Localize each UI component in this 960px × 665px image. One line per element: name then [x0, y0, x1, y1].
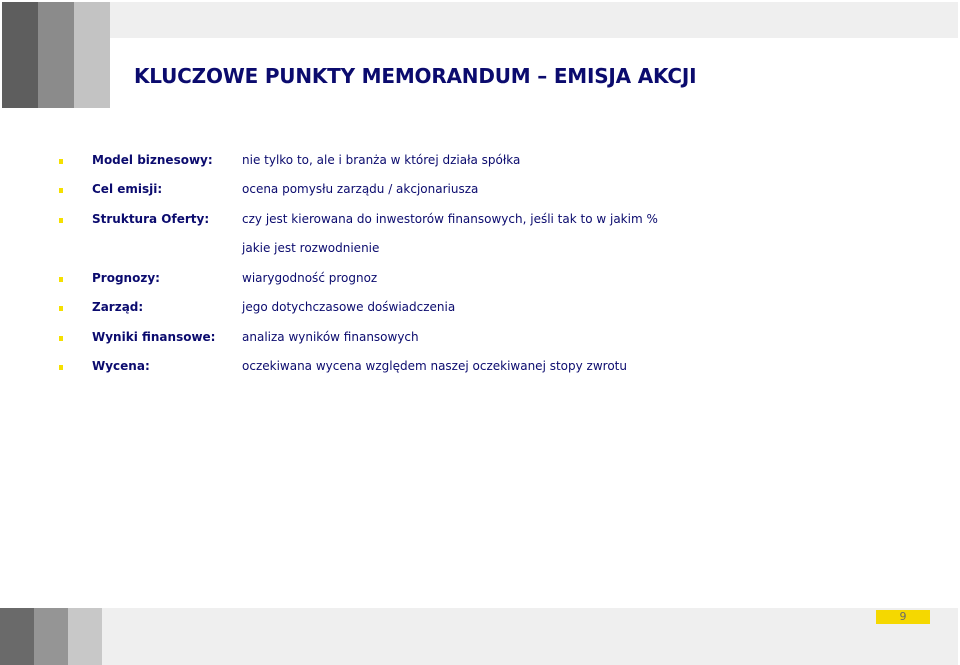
list-item-continuation	[0, 241, 960, 261]
footer-block-mid	[34, 608, 68, 665]
bullet-icon	[59, 218, 63, 223]
item-value: jego dotychczasowe doświadczenia	[242, 300, 456, 314]
item-label: Wycena:	[92, 359, 150, 373]
bullet-icon	[59, 159, 63, 164]
bullet-icon	[59, 306, 63, 311]
bullet-icon	[59, 365, 63, 370]
list-item-forecasts	[0, 271, 960, 291]
bullet-icon	[59, 188, 63, 193]
item-label: Model biznesowy:	[92, 153, 213, 167]
item-value: nie tylko to, ale i branża w której działa spółka	[242, 153, 521, 167]
bullet-icon	[59, 336, 63, 341]
list-item-model	[0, 153, 960, 173]
page-number-badge: 9	[876, 610, 930, 624]
item-value: oczekiwana wycena względem naszej oczekiwanej stopy zwrotu	[242, 359, 627, 373]
item-label: Struktura Oferty:	[92, 212, 210, 226]
item-value: wiarygodność prognoz	[242, 271, 378, 285]
list-item-offer-structure	[0, 212, 960, 232]
item-label: Wyniki finansowe:	[92, 330, 216, 344]
footer-block-dark	[0, 608, 34, 665]
item-value: jakie jest rozwodnienie	[242, 241, 380, 255]
footer-block-light	[68, 608, 102, 665]
slide-title: KLUCZOWE PUNKTY MEMORANDUM – EMISJA AKCJI	[134, 64, 697, 88]
item-value: czy jest kierowana do inwestorów finansowych, jeśli tak to w jakim %	[242, 212, 658, 226]
list-item-valuation	[0, 359, 960, 379]
bullet-icon	[59, 277, 63, 282]
item-value: analiza wyników finansowych	[242, 330, 419, 344]
list-item-goal	[0, 182, 960, 202]
item-label: Prognozy:	[92, 271, 160, 285]
item-label: Cel emisji:	[92, 182, 163, 196]
item-value: ocena pomysłu zarządu / akcjonariusza	[242, 182, 479, 196]
list-item-financials	[0, 330, 960, 350]
footer-strip	[102, 608, 958, 665]
list-item-management	[0, 300, 960, 320]
item-label: Zarząd:	[92, 300, 144, 314]
